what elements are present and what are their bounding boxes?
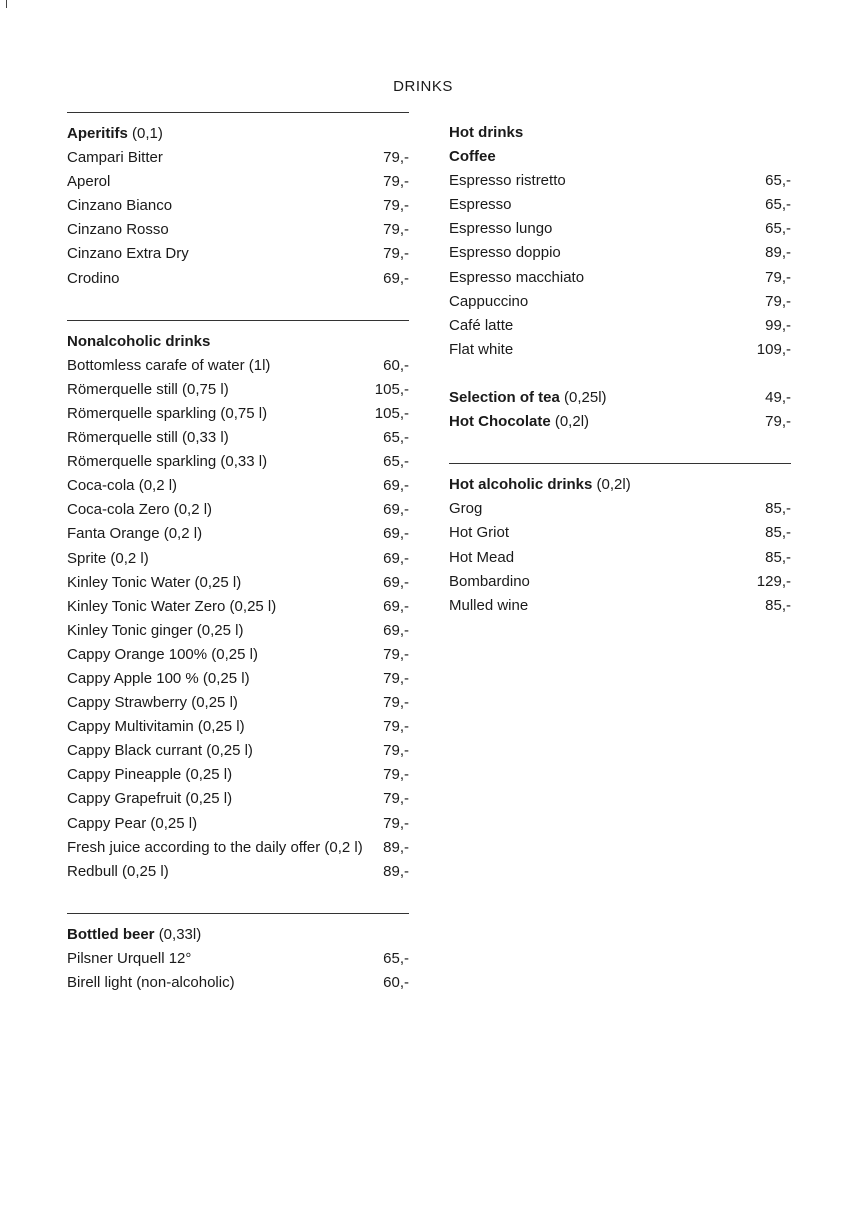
item-name: Espresso doppio [449, 244, 561, 262]
section-heading: Bottled beer (0,33l) [67, 925, 202, 943]
menu-item [67, 691, 409, 715]
menu-item [449, 241, 791, 265]
menu-item [449, 217, 791, 241]
menu-item [67, 643, 409, 667]
menu-item [449, 266, 791, 290]
item-price: 69,- [383, 501, 409, 519]
item-price: 69,- [383, 573, 409, 591]
item-name: Cappy Apple 100 % (0,25 l) [67, 669, 250, 687]
item-name: Aperol [67, 173, 111, 191]
section-heading: Hot alcoholic drinks (0,2l) [449, 476, 631, 494]
item-name: Cappy Black currant (0,25 l) [67, 742, 253, 760]
item-price: 79,- [383, 790, 409, 808]
item-name: Crodino [67, 269, 120, 287]
menu-item [449, 521, 791, 545]
item-name: Hot Griot [449, 524, 510, 542]
menu-item [67, 667, 409, 691]
item-name: Cappy Pineapple (0,25 l) [67, 766, 233, 784]
crop-mark [6, 0, 7, 8]
item-price: 65,- [765, 172, 791, 190]
item-name: Birell light (non-alcoholic) [67, 974, 235, 991]
section-heading: Aperitifs (0,1) [67, 125, 163, 142]
item-name: Kinley Tonic Water Zero (0,25 l) [67, 597, 277, 615]
menu-item [67, 267, 409, 291]
menu-item [449, 338, 791, 362]
item-name: Espresso [449, 196, 512, 214]
nonalcoholic-list [67, 354, 409, 884]
coffee-list [449, 169, 791, 362]
hot-alcoholic-list [449, 497, 791, 617]
item-price: 79,- [383, 694, 409, 712]
menu-item [67, 170, 409, 194]
item-price: 79,- [383, 669, 409, 687]
nonalcoholic-section [67, 320, 409, 884]
item-price: 79,- [765, 413, 791, 431]
hot-alcoholic-section [449, 463, 791, 618]
item-price: 105,- [374, 380, 409, 398]
item-name: Flat white [449, 340, 514, 358]
menu-item [67, 715, 409, 739]
menu-item [67, 739, 409, 763]
item-name: Römerquelle sparkling (0,75 l) [67, 404, 268, 422]
aperitifs-section [67, 112, 409, 291]
item-name: Cappy Grapefruit (0,25 l) [67, 790, 233, 808]
item-price: 79,- [383, 197, 409, 215]
item-price: 69,- [383, 549, 409, 567]
item-price: 129,- [756, 572, 791, 590]
item-name: Espresso macchiato [449, 268, 585, 286]
menu-item [67, 378, 409, 402]
item-price: 85,- [765, 500, 791, 518]
item-price: 49,- [765, 389, 791, 407]
menu-item [67, 498, 409, 522]
item-price: 79,- [383, 149, 409, 167]
menu-item [67, 450, 409, 474]
item-name: Espresso lungo [449, 220, 553, 238]
item-name: Redbull (0,25 l) [67, 862, 169, 880]
right-column [449, 112, 791, 618]
menu-item [449, 169, 791, 193]
item-name: Bombardino [449, 572, 530, 590]
item-name: Römerquelle sparkling (0,33 l) [67, 453, 268, 471]
item-name: Cappy Strawberry (0,25 l) [67, 694, 238, 712]
item-price: 85,- [765, 524, 791, 542]
item-price: 85,- [765, 596, 791, 614]
item-name: Fanta Orange (0,2 l) [67, 525, 203, 543]
item-price: 79,- [383, 221, 409, 239]
subsection-heading: Coffee [449, 148, 496, 166]
menu-item [449, 594, 791, 618]
item-price: 105,- [374, 404, 409, 422]
menu-item [67, 242, 409, 266]
item-price: 79,- [383, 173, 409, 191]
item-name: Cappuccino [449, 292, 529, 310]
item-price: 69,- [383, 525, 409, 543]
item-price: 60,- [383, 974, 409, 991]
menu-item [67, 354, 409, 378]
menu-item [67, 474, 409, 498]
menu-item [67, 971, 409, 995]
menu-item [67, 194, 409, 218]
menu-item-tea: Selection of tea (0,25l) 49,- [449, 386, 791, 410]
item-price: 69,- [383, 621, 409, 639]
item-price: 85,- [765, 548, 791, 566]
item-name: Cappy Pear (0,25 l) [67, 814, 198, 832]
menu-item-chocolate: Hot Chocolate (0,2l) 79,- [449, 410, 791, 434]
menu-item [67, 947, 409, 971]
menu-item [67, 146, 409, 170]
menu-item [67, 812, 409, 836]
menu-item [449, 546, 791, 570]
item-name: Römerquelle still (0,75 l) [67, 380, 229, 398]
menu-item [67, 860, 409, 884]
menu-item [67, 547, 409, 571]
item-name: Cinzano Extra Dry [67, 245, 189, 263]
item-price: 89,- [383, 838, 409, 856]
item-name: Coca-cola Zero (0,2 l) [67, 501, 213, 519]
item-name: Grog [449, 500, 483, 518]
item-name: Campari Bitter [67, 149, 163, 167]
item-name: Kinley Tonic Water (0,25 l) [67, 573, 242, 591]
item-price: 89,- [383, 862, 409, 880]
item-name: Cinzano Rosso [67, 221, 169, 239]
item-price: 79,- [383, 718, 409, 736]
menu-item [449, 570, 791, 594]
item-price: 79,- [383, 645, 409, 663]
menu-item [67, 522, 409, 546]
menu-item [67, 426, 409, 450]
left-column [67, 112, 409, 995]
beer-section [67, 913, 409, 995]
item-price: 79,- [383, 766, 409, 784]
hot-drinks-section [449, 112, 791, 434]
section-heading: Nonalcoholic drinks [67, 332, 211, 350]
item-name: Hot Mead [449, 548, 515, 566]
item-name: Mulled wine [449, 596, 529, 614]
menu-item [449, 193, 791, 217]
menu-item [67, 595, 409, 619]
item-price: 89,- [765, 244, 791, 262]
item-price: 69,- [383, 597, 409, 615]
item-price: 79,- [383, 814, 409, 832]
item-price: 79,- [765, 268, 791, 286]
item-price: 109,- [756, 340, 791, 358]
item-price: 79,- [383, 742, 409, 760]
section-heading: Hot drinks [449, 124, 524, 141]
item-name: Pilsner Urquell 12° [67, 949, 192, 967]
menu-item [67, 787, 409, 811]
item-price: 65,- [765, 196, 791, 214]
page-title: DRINKS [393, 78, 453, 95]
menu-item [67, 763, 409, 787]
aperitif-list [67, 146, 409, 291]
item-price: 65,- [383, 949, 409, 967]
item-name: Cappy Multivitamin (0,25 l) [67, 718, 245, 736]
item-name: Kinley Tonic ginger (0,25 l) [67, 621, 244, 639]
item-price: 79,- [383, 245, 409, 263]
item-name: Fresh juice according to the daily offer (0,2 l) [67, 838, 363, 856]
menu-item [67, 836, 409, 860]
menu-item [449, 290, 791, 314]
item-name: Cappy Orange 100% (0,25 l) [67, 645, 258, 663]
menu-item [449, 314, 791, 338]
item-price: 65,- [765, 220, 791, 238]
menu-item [67, 218, 409, 242]
item-price: 99,- [765, 316, 791, 334]
item-name: Cinzano Bianco [67, 197, 173, 215]
item-name: Espresso ristretto [449, 172, 566, 190]
item-name: Sprite (0,2 l) [67, 549, 149, 567]
item-price: 69,- [383, 477, 409, 495]
item-name: Café latte [449, 316, 514, 334]
item-name: Römerquelle still (0,33 l) [67, 429, 229, 447]
menu-item [67, 402, 409, 426]
item-name: Coca-cola (0,2 l) [67, 477, 178, 495]
menu-item [67, 571, 409, 595]
menu-item [449, 497, 791, 521]
item-price: 65,- [383, 429, 409, 447]
item-price: 60,- [383, 356, 409, 374]
item-name: Bottomless carafe of water (1l) [67, 356, 271, 374]
item-price: 79,- [765, 292, 791, 310]
item-price: 69,- [383, 269, 409, 287]
beer-list [67, 947, 409, 995]
item-price: 65,- [383, 453, 409, 471]
menu-item [67, 619, 409, 643]
